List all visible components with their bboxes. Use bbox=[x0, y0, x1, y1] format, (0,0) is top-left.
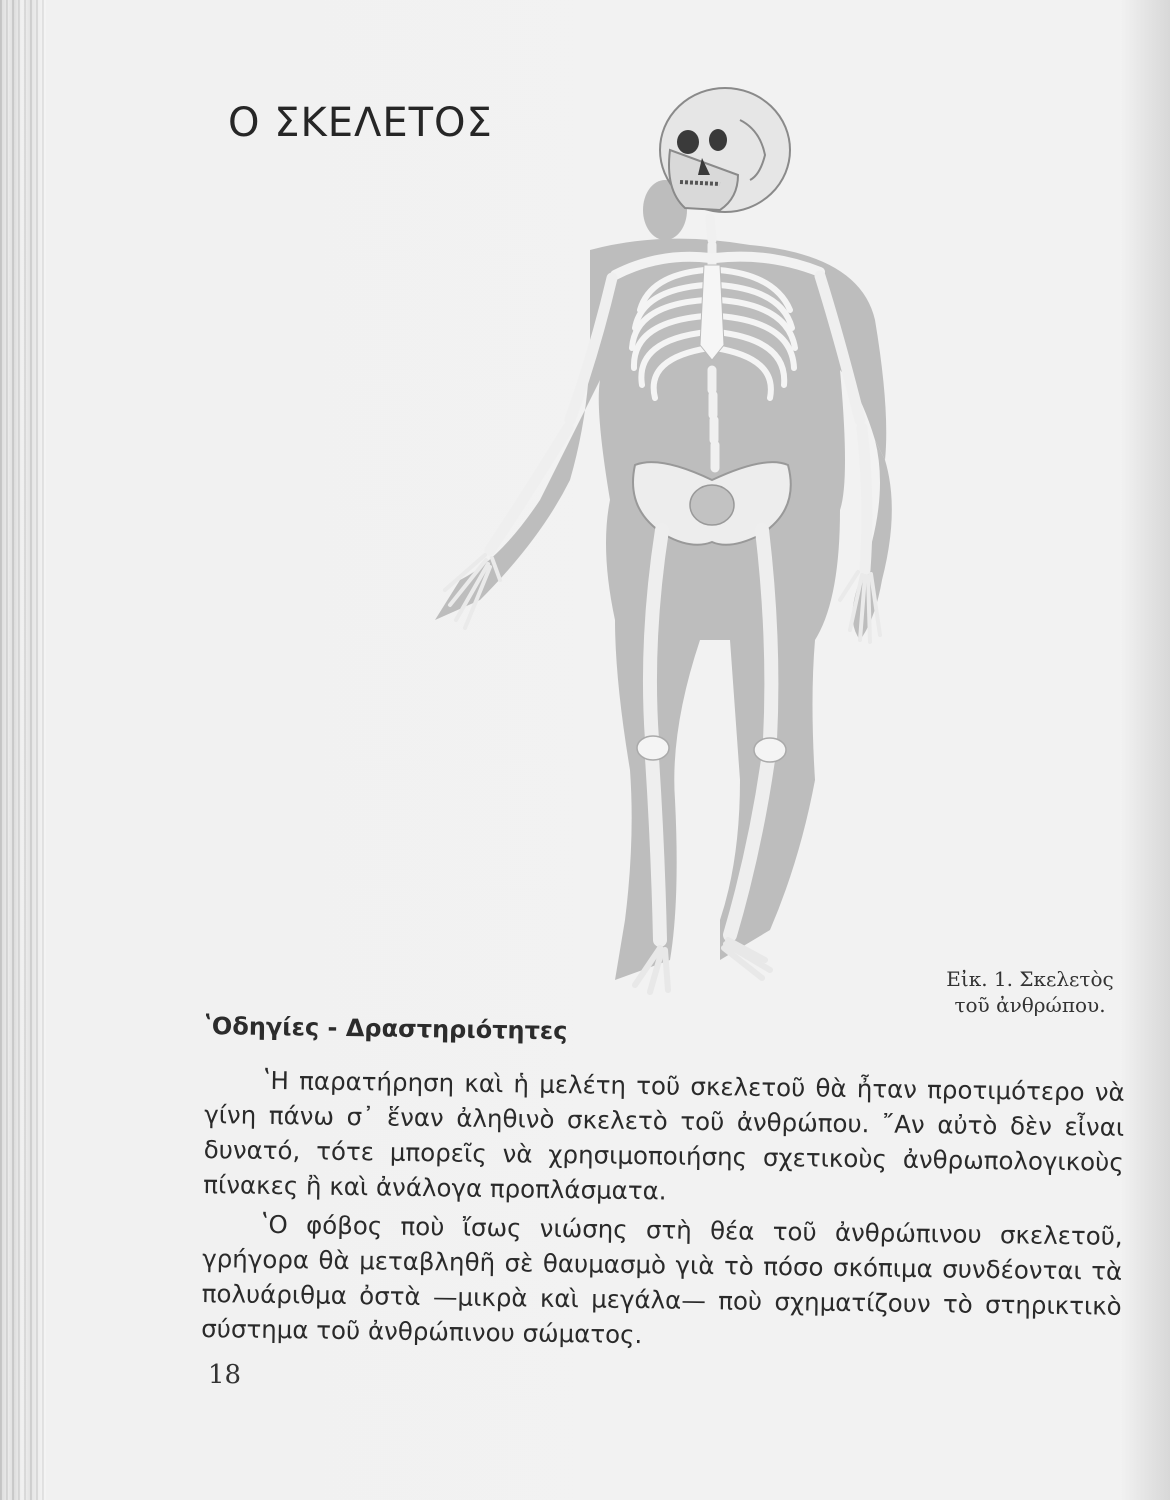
caption-line-2: τοῦ ἀνθρώπου. bbox=[954, 993, 1106, 1017]
skeleton-illustration-icon bbox=[420, 80, 910, 1010]
figure-caption bbox=[920, 966, 1140, 1018]
section-heading: ʽΟδηγίες - Δραστηριότητες bbox=[202, 1012, 568, 1046]
paragraph-2: ʽΟ φόβος ποὺ ἴσως νιώσης στὴ θέα τοῦ ἀνθρώπινου σκελετοῦ, γρήγορα θὰ μεταβληθῆ σὲ θαυμασμὸ γιὰ τὸ πόσο σκόπιμα συνδέονται τὰ πολυάριθμα ὀστὰ —μικρὰ καὶ μεγάλα— ποὺ σχηματίζουν τὸ στηρικτικὸ σύστημα τοῦ ἀνθρώπινου σώματος. bbox=[201, 1209, 1123, 1350]
caption-line-1: Εἰκ. 1. Σκελετὸς bbox=[946, 967, 1114, 991]
paragraph-1: ʽΗ παρατήρηση καὶ ἡ μελέτη τοῦ σκελετοῦ θὰ ἦταν προτιμότερο νὰ γίνη πάνω σ᾽ ἕναν ἀληθινὸ σκελετὸ τοῦ ἀνθρώπου. ῎Αν αὐτὸ δὲν εἶναι δυνατό, τότε μπορεῖς νὰ χρησιμοποιήσης σχετικοὺς ἀνθρωπολογικοὺς πίνακες ἢ καὶ ἀνάλογα προπλάσματα. bbox=[203, 1065, 1125, 1206]
page-title: Ο ΣΚΕΛΕΤΟΣ bbox=[228, 100, 493, 146]
page-stack-edge bbox=[0, 0, 46, 1500]
skeleton-figure bbox=[420, 80, 910, 1010]
body-text bbox=[201, 1062, 1125, 1363]
page-number: 18 bbox=[208, 1360, 242, 1390]
